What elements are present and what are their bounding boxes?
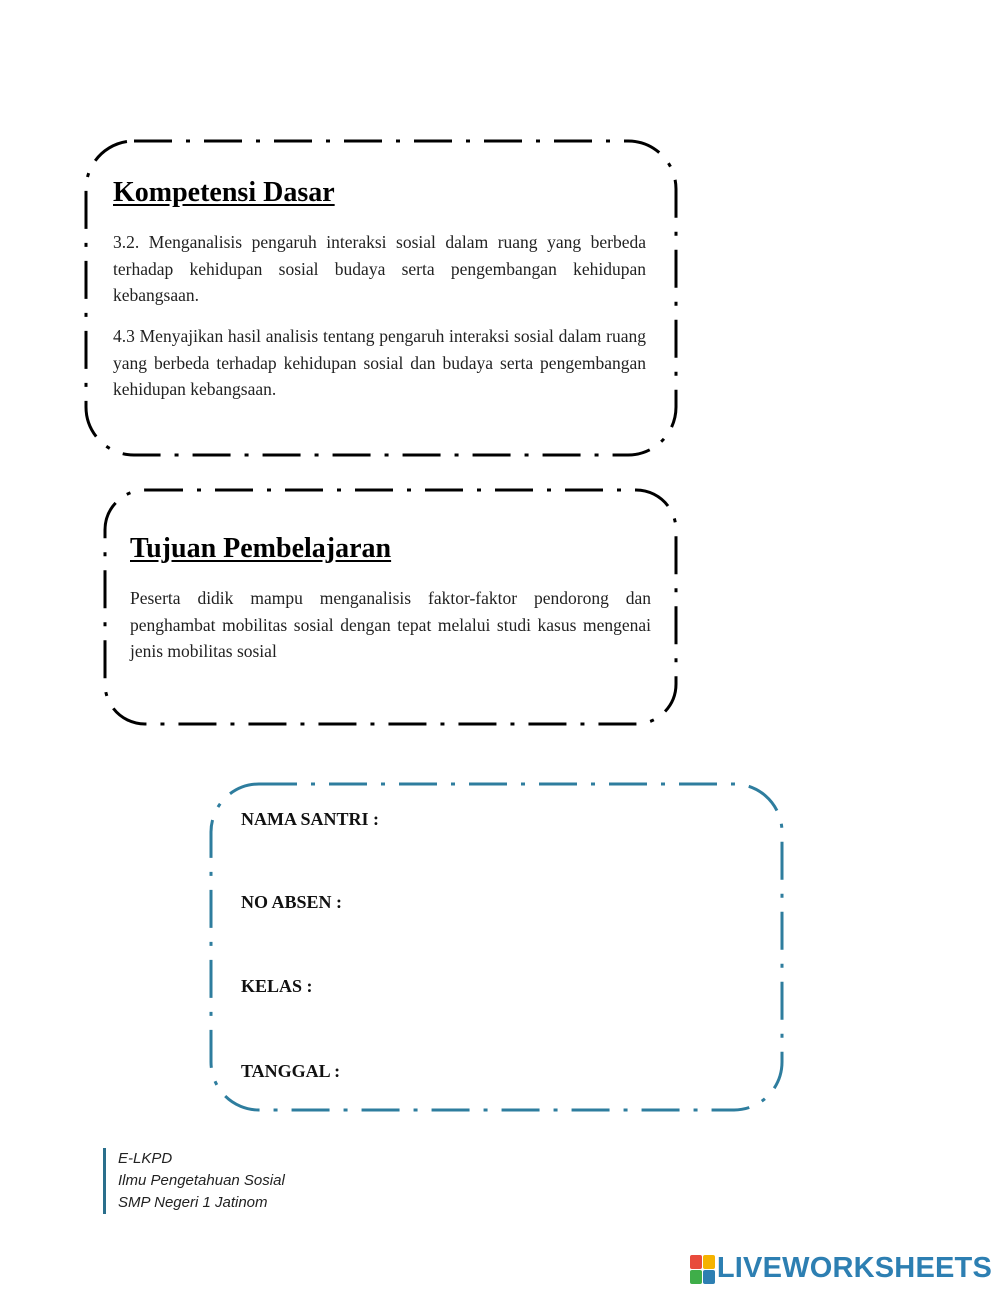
kompetensi-paragraph-2: 4.3 Menyajikan hasil analisis tentang pengaruh interaksi sosial dalam ruang yang berbeda terhadap kehidupan sosial dan budaya serta pengembangan kehidupan kebangsaan. (113, 326, 646, 399)
kompetensi-dasar-box (84, 139, 678, 457)
tanggal-label: TANGGAL : (241, 1061, 341, 1081)
footer-line-elkpd: E-LKPD (118, 1150, 173, 1167)
liveworksheets-logo[interactable] (690, 1252, 992, 1285)
kompetensi-dasar-title: Kompetensi Dasar (113, 177, 335, 208)
tujuan-pembelajaran-title: Tujuan Pembelajaran (130, 533, 392, 564)
nama-santri-label: NAMA SANTRI : (241, 809, 380, 829)
liveworksheets-logo-icon (690, 1255, 714, 1283)
tujuan-paragraph: Peserta didik mampu menganalisis faktor-faktor pendorong dan penghambat mobilitas sosial dengan tepat melalui studi kasus mengenai jenis mobilitas sosial (130, 588, 651, 661)
kompetensi-paragraph-1: 3.2. Menganalisis pengaruh interaksi sosial dalam ruang yang berbeda terhadap kehidupan sosial budaya serta pengembangan kehidupan kebangsaan. (113, 232, 646, 305)
document-footer (103, 1148, 285, 1214)
footer-line-school: SMP Negeri 1 Jatinom (118, 1194, 268, 1211)
no-absen-label: NO ABSEN : (241, 892, 343, 912)
tujuan-pembelajaran-box (103, 488, 678, 726)
liveworksheets-logo-text: LIVEWORKSHEETS (716, 1252, 992, 1284)
footer-line-subject: Ilmu Pengetahuan Sosial (118, 1172, 285, 1189)
identity-form-box (209, 782, 784, 1112)
kelas-label: KELAS : (241, 976, 313, 996)
